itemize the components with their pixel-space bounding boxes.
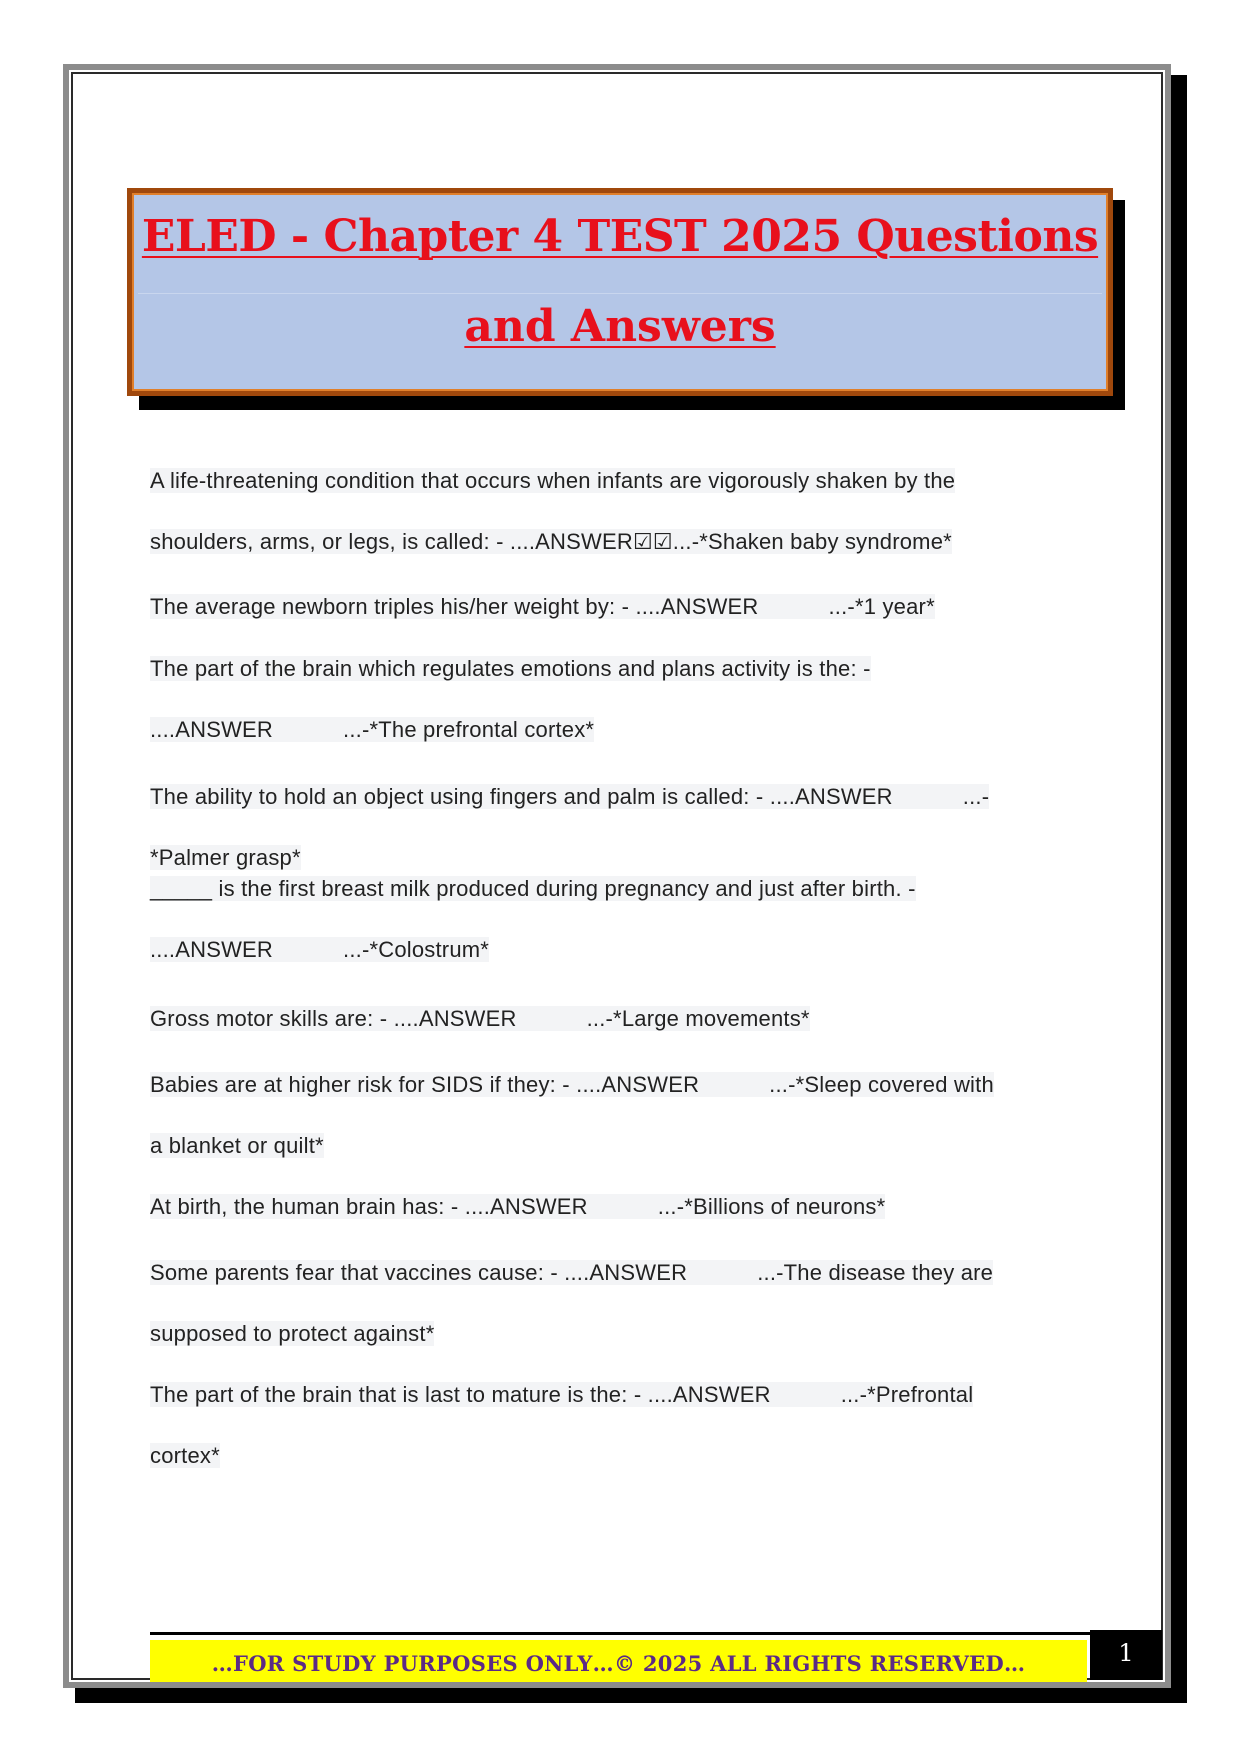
question-text: At birth, the human brain has: - ....ANSWER ...-*Billions of neurons* [150, 1194, 886, 1219]
document-title-line-1: ELED - Chapter 4 TEST 2025 Questions [141, 211, 1099, 262]
qa-item [150, 450, 1080, 572]
footer-rule [150, 1632, 1090, 1635]
qa-item [150, 1054, 1080, 1176]
question-text: Some parents fear that vaccines cause: - ....ANSWER ...-The disease they are [150, 1260, 994, 1285]
question-text: The part of the brain that is last to mature is the: - ....ANSWER ...-*Prefrontal [150, 1382, 974, 1407]
question-text: Babies are at higher risk for SIDS if they: - ....ANSWER ...-*Sleep covered with [150, 1072, 994, 1097]
title-banner [127, 188, 1113, 396]
question-text: Gross motor skills are: - ....ANSWER ...-*Large movements* [150, 1006, 810, 1031]
qa-item [150, 988, 1080, 1049]
qa-item [150, 1364, 1080, 1486]
answer-text: ...-*Billions of neurons* [657, 1194, 886, 1219]
page-number: 1 [1090, 1630, 1162, 1680]
footer-notice: …FOR STUDY PURPOSES ONLY…© 2025 ALL RIGHTS RESERVED… [150, 1640, 1087, 1682]
question-text: The ability to hold an object using fingers and palm is called: - ....ANSWER ...- [150, 784, 990, 809]
answer-text: shoulders, arms, or legs, is called: - ....ANSWER☑☑...-*Shaken baby syndrome* [150, 529, 952, 554]
document-title-line-2: and Answers [464, 301, 776, 352]
answer-text: ....ANSWER ...-*Colostrum* [150, 937, 490, 962]
answer-text: ...-*1 year* [828, 594, 935, 619]
answer-text: *Palmer grasp* [150, 845, 301, 870]
qa-item [150, 576, 1080, 637]
qa-item [150, 638, 1080, 760]
title-divider [138, 293, 1102, 294]
answer-text: a blanket or quilt* [150, 1133, 324, 1158]
question-text: A life-threatening condition that occurs when infants are vigorously shaken by the [150, 468, 956, 493]
qa-item [150, 1242, 1080, 1364]
answer-text: ....ANSWER ...-*The prefrontal cortex* [150, 717, 595, 742]
answer-text: cortex* [150, 1443, 220, 1468]
answer-text: supposed to protect against* [150, 1321, 435, 1346]
qa-item [150, 858, 1080, 980]
answer-text: ...-*Large movements* [586, 1006, 810, 1031]
question-text: _____ is the first breast milk produced during pregnancy and just after birth. - [150, 876, 916, 901]
qa-item [150, 1176, 1080, 1237]
question-text: The average newborn triples his/her weight by: - ....ANSWER ...-*1 year* [150, 594, 935, 619]
question-text: The part of the brain which regulates emotions and plans activity is the: - [150, 656, 871, 681]
